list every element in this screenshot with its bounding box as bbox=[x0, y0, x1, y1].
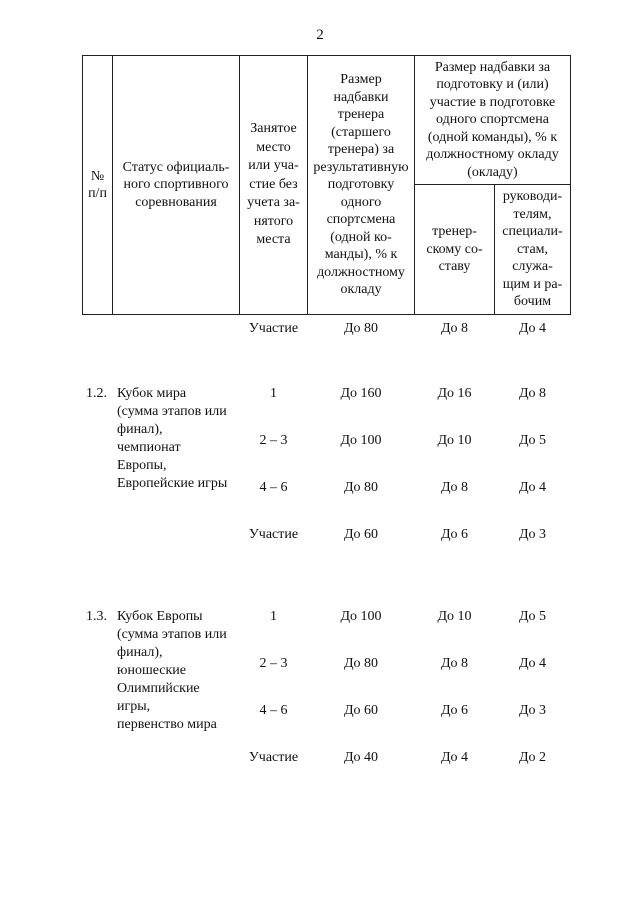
coach-bonus-cell: До 80 bbox=[343, 321, 379, 336]
staff-bonus-cell: До 8 bbox=[518, 386, 547, 401]
staff-bonus-cell: До 2 bbox=[518, 750, 547, 765]
coach-bonus-cell: До 160 bbox=[340, 386, 382, 401]
staff-bonus-cell: До 4 bbox=[518, 321, 547, 336]
staff-bonus-cell: До 5 bbox=[518, 609, 547, 624]
trainers-bonus-cell: До 8 bbox=[440, 656, 469, 671]
trainers-bonus-cell: До 6 bbox=[440, 527, 469, 542]
place-cell: 4 – 6 bbox=[259, 703, 288, 718]
coach-bonus-cell: До 60 bbox=[343, 527, 379, 542]
trainers-bonus-cell: До 6 bbox=[440, 703, 469, 718]
trainers-bonus-cell: До 10 bbox=[437, 609, 472, 624]
header-number: № п/п bbox=[88, 168, 107, 201]
trainers-bonus-cell: До 8 bbox=[440, 321, 469, 336]
staff-bonus-cell: До 4 bbox=[518, 480, 547, 495]
place-cell: 1 bbox=[270, 386, 277, 401]
staff-bonus-cell: До 3 bbox=[518, 527, 547, 542]
coach-bonus-cell: До 100 bbox=[340, 609, 382, 624]
header-coach-bonus: Размер надбавки тренера (старшего тренера) за результативную подготовку одного спортсмена (одной ко- манды), % к должностному окладу bbox=[313, 72, 409, 298]
competition-status: Кубок мира (сумма этапов или финал), чемпионат Европы, Европейские игры bbox=[117, 386, 228, 491]
coach-bonus-cell: До 100 bbox=[340, 433, 382, 448]
page-number: 2 bbox=[316, 27, 324, 43]
trainers-bonus-cell: До 8 bbox=[440, 480, 469, 495]
coach-bonus-cell: До 80 bbox=[343, 480, 379, 495]
header-competition-status: Статус официаль- ного спортивного соревнования bbox=[122, 159, 230, 210]
staff-bonus-cell: До 3 bbox=[518, 703, 547, 718]
staff-bonus-cell: До 5 bbox=[518, 433, 547, 448]
staff-bonus-cell: До 4 bbox=[518, 656, 547, 671]
header-place: Занятое место или уча- стие без учета за- нятого места bbox=[247, 121, 300, 248]
coach-bonus-cell: До 40 bbox=[343, 750, 379, 765]
place-cell: 2 – 3 bbox=[259, 433, 288, 448]
header-border-right bbox=[570, 55, 571, 315]
trainers-bonus-cell: До 10 bbox=[437, 433, 472, 448]
section-number: 1.2. bbox=[86, 386, 107, 401]
place-cell: 2 – 3 bbox=[259, 656, 288, 671]
trainers-bonus-cell: До 16 bbox=[437, 386, 472, 401]
coach-bonus-cell: До 80 bbox=[343, 656, 379, 671]
place-cell: Участие bbox=[248, 527, 299, 542]
place-cell: 4 – 6 bbox=[259, 480, 288, 495]
header-staff: руководи- телям, специали- стам, служа- щим и ра- бочим bbox=[502, 189, 563, 310]
coach-bonus-cell: До 60 bbox=[343, 703, 379, 718]
competition-status: Кубок Европы (сумма этапов или финал), юношеские Олимпийские игры, первенство мира bbox=[117, 609, 227, 732]
place-cell: Участие bbox=[248, 321, 299, 336]
section-number: 1.3. bbox=[86, 609, 107, 624]
header-bottom-border bbox=[82, 314, 570, 315]
place-cell: Участие bbox=[248, 750, 299, 765]
trainers-bonus-cell: До 4 bbox=[440, 750, 469, 765]
header-trainers: тренер- скому со- ставу bbox=[426, 224, 483, 275]
header-team-bonus-group: Размер надбавки за подготовку и (или) участие в подготовке одного спортсмена (одной команды), % к должностному окладу (окладу) bbox=[426, 59, 559, 180]
place-cell: 1 bbox=[270, 609, 277, 624]
